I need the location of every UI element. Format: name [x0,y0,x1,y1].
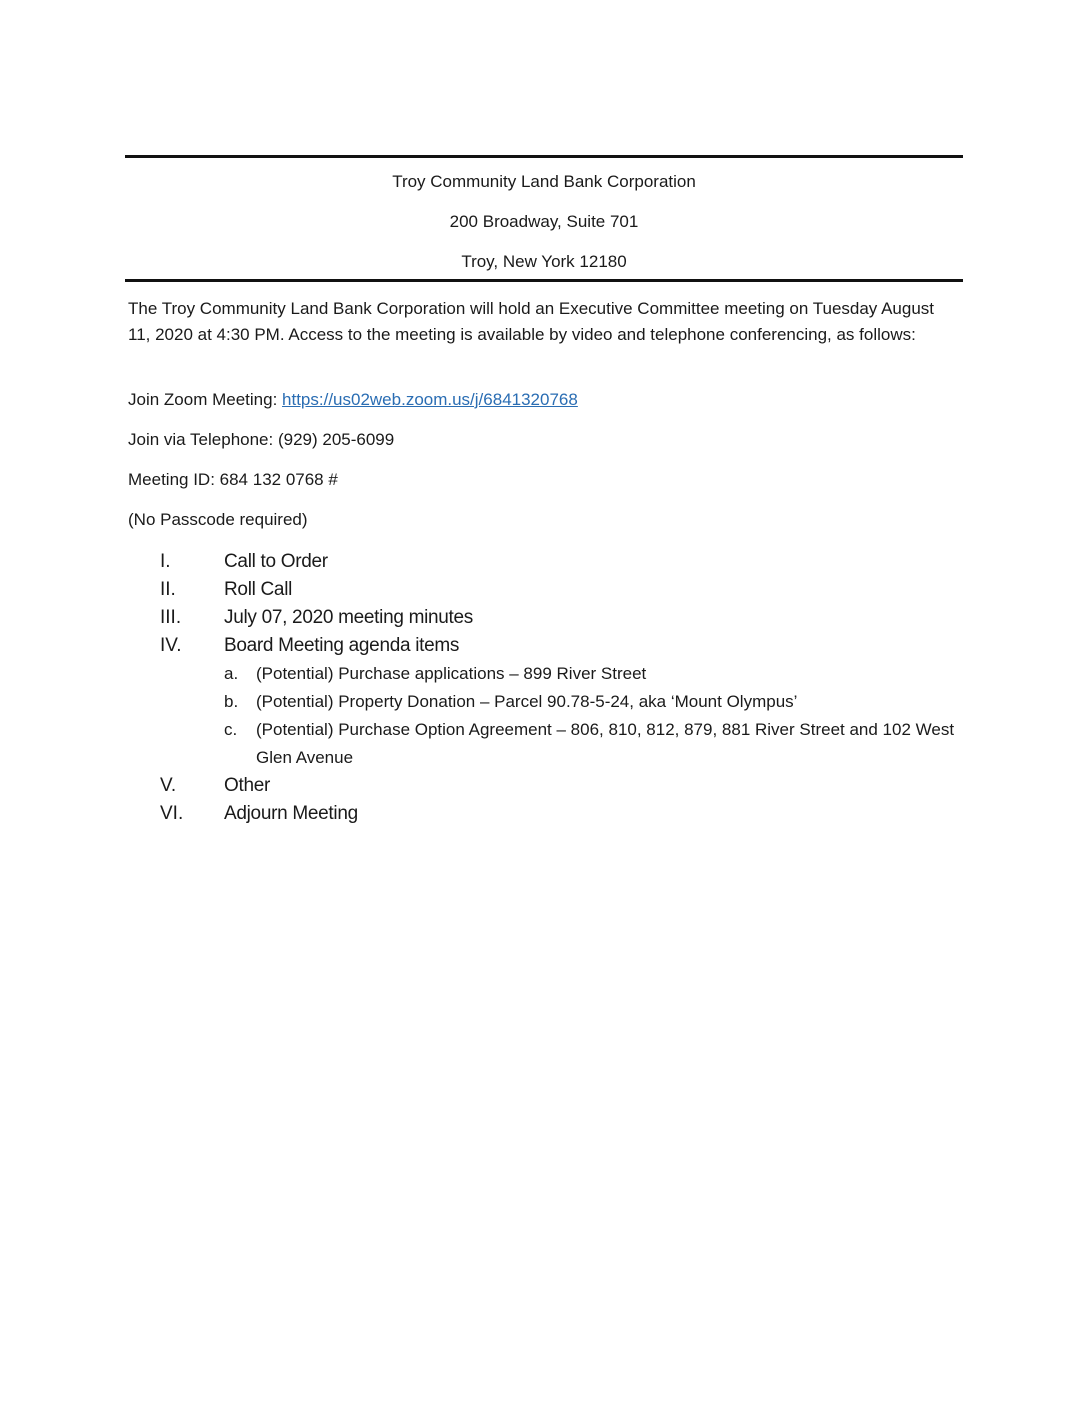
sub-item-letter: a. [224,664,239,683]
agenda-item-number: V. [160,775,177,796]
zoom-label: Join Zoom Meeting: [128,390,283,409]
meeting-id-line: Meeting ID: 684 132 0768 # [128,470,338,489]
agenda-item [0,772,1088,800]
sub-item-label: (Potential) Property Donation – Parcel 90.78-5-24, aka ‘Mount Olympus’ [256,692,798,711]
sub-item-label: (Potential) Purchase Option Agreement – 806, 810, 812, 879, 881 River Street and 102 West Glen Avenue [256,720,955,767]
org-name: Troy Community Land Bank Corporation [392,172,696,191]
zoom-line [128,387,958,413]
agenda-item-number: III. [160,607,182,628]
agenda-item [0,800,1088,828]
agenda-item [0,632,1088,660]
agenda-item-number: VI. [160,803,184,824]
agenda-item-number: II. [160,579,176,600]
address-line-1: 200 Broadway, Suite 701 [449,212,639,231]
sub-item-letter: c. [224,720,238,739]
passcode-line: (No Passcode required) [128,510,308,529]
agenda-item-label: Roll Call [224,579,293,600]
agenda-item [0,548,1088,576]
agenda-item-label: Board Meeting agenda items [224,635,460,656]
agenda-item-number: I. [160,551,171,572]
zoom-link[interactable]: https://us02web.zoom.us/j/6841320768 [282,390,578,409]
notice-paragraph: The Troy Community Land Bank Corporation will hold an Executive Committee meeting on Tuesday August 11, 2020 at 4:30 PM. Access to the meeting is available by video and telephone conferencing, as follows: [128,299,935,344]
header-bottom-rule [125,279,963,282]
sub-item-label: (Potential) Purchase applications – 899 River Street [256,664,647,683]
agenda-item-label: July 07, 2020 meeting minutes [224,607,474,628]
agenda-item-label: Other [224,775,271,796]
agenda-item-label: Adjourn Meeting [224,803,358,824]
agenda-item-number: IV. [160,635,182,656]
sub-item-letter: b. [224,692,239,711]
address-line-2: Troy, New York 12180 [461,252,627,271]
agenda-item-label: Call to Order [224,551,328,572]
agenda-item [0,604,1088,632]
agenda-item [0,576,1088,604]
header-top-rule [125,155,963,158]
telephone-line: Join via Telephone: (929) 205-6099 [128,430,395,449]
